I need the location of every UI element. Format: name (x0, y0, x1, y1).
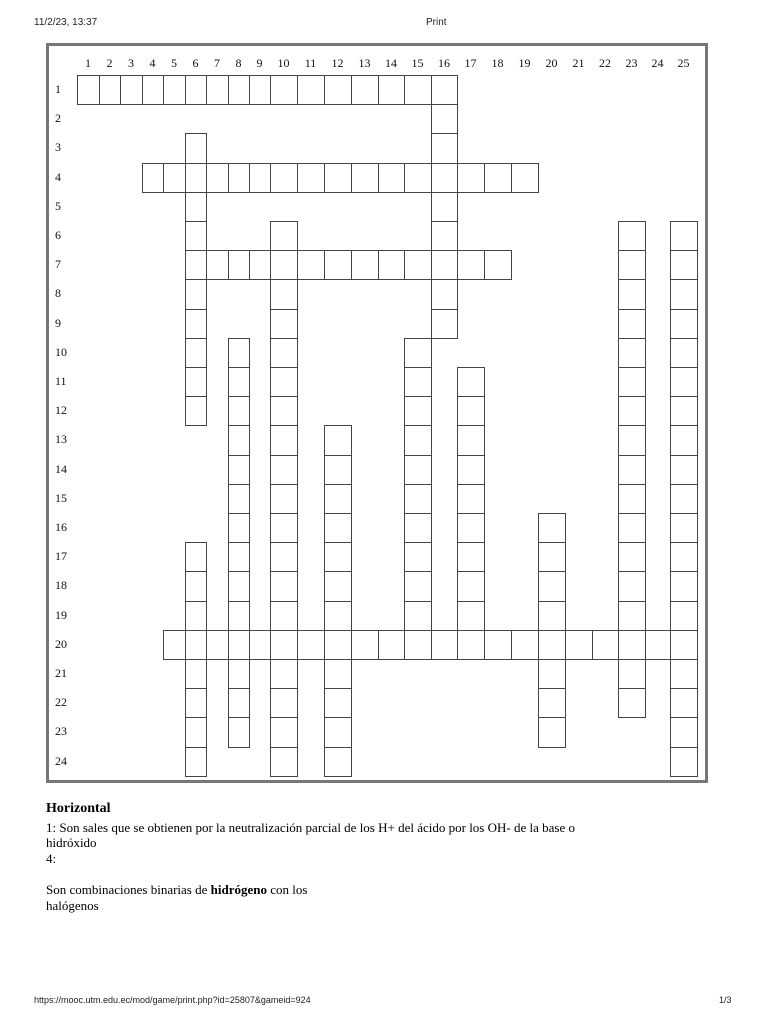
clue-4-line-1 (46, 882, 307, 897)
crossword-cell-r6-c23 (618, 221, 646, 251)
crossword-cell-r19-c12 (324, 601, 352, 631)
crossword-cell-r7-c18 (484, 250, 512, 280)
crossword-cell-r15-c23 (618, 484, 646, 514)
page-number: 1/3 (719, 995, 732, 1005)
row-number-3: 3 (55, 140, 61, 155)
crossword-cell-r8-c10 (270, 279, 298, 309)
crossword-cell-r1-c5 (163, 75, 186, 105)
crossword-cell-r20-c6 (185, 630, 207, 660)
crossword-cell-r4-c8 (228, 163, 250, 193)
crossword-cell-r1-c10 (270, 75, 298, 105)
crossword-cell-r1-c12 (324, 75, 352, 105)
crossword-cell-r21-c12 (324, 659, 352, 689)
crossword-cell-r3-c16 (431, 133, 458, 163)
row-number-5: 5 (55, 198, 61, 213)
crossword-cell-r6-c25 (670, 221, 698, 251)
crossword-cell-r22-c20 (538, 688, 566, 718)
column-number-17: 17 (464, 56, 477, 70)
crossword-cell-r4-c16 (431, 163, 458, 193)
crossword-cell-r11-c6 (185, 367, 207, 397)
row-number-11: 11 (55, 374, 67, 388)
column-number-10: 10 (277, 56, 290, 70)
row-number-24: 24 (55, 753, 67, 768)
crossword-cell-r4-c10 (270, 163, 298, 193)
crossword-cell-r12-c17 (457, 396, 485, 426)
crossword-cell-r7-c17 (457, 250, 485, 280)
crossword-cell-r2-c16 (431, 104, 458, 134)
crossword-cell-r11-c17 (457, 367, 485, 397)
crossword-cell-r4-c18 (484, 163, 512, 193)
crossword-cell-r20-c14 (378, 630, 405, 660)
column-number-5: 5 (171, 56, 177, 70)
crossword-cell-r19-c25 (670, 601, 698, 631)
crossword-cell-r20-c10 (270, 630, 298, 660)
crossword-cell-r20-c9 (249, 630, 271, 660)
crossword-cell-r18-c6 (185, 571, 207, 601)
crossword-cell-r19-c20 (538, 601, 566, 631)
crossword-cell-r9-c6 (185, 309, 207, 339)
crossword-cell-r21-c20 (538, 659, 566, 689)
crossword-cell-r14-c12 (324, 455, 352, 485)
crossword-cell-r1-c7 (206, 75, 229, 105)
crossword-cell-r1-c1 (77, 75, 100, 105)
crossword-cell-r15-c25 (670, 484, 698, 514)
row-number-9: 9 (55, 315, 61, 330)
crossword-cell-r7-c13 (351, 250, 379, 280)
crossword-cell-r11-c23 (618, 367, 646, 397)
row-number-19: 19 (55, 607, 67, 622)
crossword-cell-r1-c14 (378, 75, 405, 105)
column-number-12: 12 (331, 56, 344, 70)
crossword-cell-r14-c23 (618, 455, 646, 485)
crossword-cell-r7-c15 (404, 250, 432, 280)
column-number-14: 14 (385, 56, 397, 70)
crossword-cell-r20-c15 (404, 630, 432, 660)
column-number-24: 24 (651, 56, 664, 70)
crossword-cell-r12-c15 (404, 396, 432, 426)
crossword-cell-r16-c15 (404, 513, 432, 543)
crossword-cell-r17-c15 (404, 542, 432, 572)
crossword-cell-r12-c23 (618, 396, 646, 426)
column-number-3: 3 (128, 56, 134, 70)
crossword-cell-r7-c7 (206, 250, 229, 280)
crossword-cell-r6-c10 (270, 221, 298, 251)
crossword-cell-r20-c16 (431, 630, 458, 660)
crossword-cell-r24-c12 (324, 747, 352, 777)
crossword-cell-r9-c23 (618, 309, 646, 339)
crossword-cell-r13-c8 (228, 425, 250, 455)
crossword-cell-r15-c8 (228, 484, 250, 514)
column-number-1: 1 (85, 56, 91, 70)
crossword-cell-r1-c4 (142, 75, 164, 105)
crossword-cell-r17-c25 (670, 542, 698, 572)
crossword-cell-r20-c13 (351, 630, 379, 660)
crossword-cell-r11-c25 (670, 367, 698, 397)
crossword-cell-r12-c10 (270, 396, 298, 426)
crossword-cell-r11-c8 (228, 367, 250, 397)
crossword-cell-r10-c10 (270, 338, 298, 368)
clue-4-line-2: halógenos (46, 898, 99, 913)
crossword-cell-r19-c17 (457, 601, 485, 631)
crossword-cell-r20-c5 (163, 630, 186, 660)
crossword-cell-r20-c25 (670, 630, 698, 660)
crossword-cell-r11-c10 (270, 367, 298, 397)
crossword-cell-r8-c25 (670, 279, 698, 309)
crossword-cell-r22-c23 (618, 688, 646, 718)
crossword-cell-r22-c25 (670, 688, 698, 718)
crossword-cell-r24-c25 (670, 747, 698, 777)
column-number-8: 8 (235, 56, 242, 70)
crossword-cell-r7-c23 (618, 250, 646, 280)
column-number-6: 6 (192, 56, 199, 70)
row-number-21: 21 (55, 666, 67, 680)
crossword-cell-r23-c6 (185, 717, 207, 747)
crossword-cell-r21-c6 (185, 659, 207, 689)
crossword-cell-r20-c11 (297, 630, 325, 660)
crossword-cell-r14-c15 (404, 455, 432, 485)
crossword-cell-r14-c8 (228, 455, 250, 485)
print-url: https://mooc.utm.edu.ec/mod/game/print.php?id=25807&gameid=924 (34, 995, 311, 1005)
crossword-cell-r20-c7 (206, 630, 229, 660)
row-number-2: 2 (55, 111, 61, 126)
clue-4-text-before: Son combinaciones binarias de (46, 882, 211, 897)
crossword-cell-r20-c12 (324, 630, 352, 660)
row-number-16: 16 (55, 520, 67, 534)
crossword-cell-r13-c12 (324, 425, 352, 455)
crossword-cell-r23-c10 (270, 717, 298, 747)
crossword-cell-r15-c17 (457, 484, 485, 514)
crossword-cell-r22-c10 (270, 688, 298, 718)
crossword-cell-r15-c12 (324, 484, 352, 514)
crossword-cell-r1-c11 (297, 75, 325, 105)
crossword-cell-r17-c12 (324, 542, 352, 572)
crossword-cell-r8-c23 (618, 279, 646, 309)
column-number-23: 23 (625, 56, 638, 70)
crossword-cell-r20-c20 (538, 630, 566, 660)
crossword-cell-r4-c6 (185, 163, 207, 193)
crossword-cell-r16-c8 (228, 513, 250, 543)
column-number-15: 15 (411, 56, 424, 70)
row-number-12: 12 (55, 403, 67, 418)
crossword-cell-r18-c25 (670, 571, 698, 601)
crossword-cell-r18-c23 (618, 571, 646, 601)
row-number-22: 22 (55, 695, 67, 710)
column-number-18: 18 (491, 56, 504, 70)
crossword-cell-r18-c17 (457, 571, 485, 601)
crossword-cell-r17-c10 (270, 542, 298, 572)
column-number-13: 13 (358, 56, 371, 70)
crossword-cell-r17-c20 (538, 542, 566, 572)
crossword-cell-r7-c25 (670, 250, 698, 280)
crossword-cell-r14-c25 (670, 455, 698, 485)
column-number-2: 2 (106, 56, 113, 70)
row-number-18: 18 (55, 578, 67, 593)
crossword-cell-r18-c10 (270, 571, 298, 601)
crossword-cell-r1-c16 (431, 75, 458, 105)
crossword-cell-r21-c10 (270, 659, 298, 689)
row-number-10: 10 (55, 344, 67, 359)
crossword-cell-r16-c12 (324, 513, 352, 543)
clue-1-line-2: hidróxido (46, 835, 97, 850)
crossword-cell-r17-c17 (457, 542, 485, 572)
crossword-cell-r22-c12 (324, 688, 352, 718)
crossword-cell-r7-c16 (431, 250, 458, 280)
crossword-cell-r10-c25 (670, 338, 698, 368)
column-number-9: 9 (256, 56, 263, 70)
crossword-cell-r1-c2 (99, 75, 121, 105)
crossword-cell-r4-c13 (351, 163, 379, 193)
crossword-cell-r24-c10 (270, 747, 298, 777)
crossword-cell-r12-c8 (228, 396, 250, 426)
crossword-cell-r4-c11 (297, 163, 325, 193)
column-number-22: 22 (599, 56, 611, 70)
crossword-cell-r4-c4 (142, 163, 164, 193)
crossword-cell-r17-c8 (228, 542, 250, 572)
crossword-cell-r4-c5 (163, 163, 186, 193)
crossword-cell-r19-c8 (228, 601, 250, 631)
crossword-cell-r16-c25 (670, 513, 698, 543)
crossword-cell-r13-c15 (404, 425, 432, 455)
crossword-cell-r19-c6 (185, 601, 207, 631)
crossword-cell-r18-c15 (404, 571, 432, 601)
crossword-cell-r22-c8 (228, 688, 250, 718)
column-number-20: 20 (545, 56, 558, 70)
crossword-cell-r10-c15 (404, 338, 432, 368)
crossword-cell-r7-c11 (297, 250, 325, 280)
column-number-19: 19 (518, 56, 531, 70)
row-number-6: 6 (55, 228, 61, 242)
crossword-cell-r4-c17 (457, 163, 485, 193)
crossword-cell-r23-c25 (670, 717, 698, 747)
crossword-cell-r7-c6 (185, 250, 207, 280)
clue-1-line-1: 1: Son sales que se obtienen por la neutralización parcial de los H+ del ácido por los OH- de la base o (46, 820, 575, 835)
crossword-cell-r20-c23 (618, 630, 646, 660)
crossword-cell-r16-c17 (457, 513, 485, 543)
crossword-cell-r10-c8 (228, 338, 250, 368)
crossword-cell-r10-c23 (618, 338, 646, 368)
crossword-cell-r4-c7 (206, 163, 229, 193)
crossword-cell-r16-c23 (618, 513, 646, 543)
crossword-cell-r15-c10 (270, 484, 298, 514)
crossword-cell-r19-c23 (618, 601, 646, 631)
row-number-7: 7 (55, 257, 61, 272)
crossword-cell-r7-c8 (228, 250, 250, 280)
crossword-cell-r4-c9 (249, 163, 271, 193)
crossword-cell-r20-c24 (645, 630, 671, 660)
crossword-cell-r23-c8 (228, 717, 250, 747)
crossword-cell-r23-c20 (538, 717, 566, 747)
crossword-cell-r6-c16 (431, 221, 458, 251)
clues-section-title: Horizontal (46, 801, 111, 816)
column-number-25: 25 (677, 56, 690, 70)
column-number-7: 7 (214, 56, 220, 70)
crossword-cell-r1-c3 (120, 75, 143, 105)
clue-4-number: 4: (46, 851, 57, 866)
crossword-cell-r11-c15 (404, 367, 432, 397)
clue-4-bold-term: hidrógeno (210, 882, 267, 897)
crossword-cell-r1-c15 (404, 75, 432, 105)
column-number-16: 16 (438, 56, 450, 70)
crossword-cell-r3-c6 (185, 133, 207, 163)
crossword-cell-r13-c10 (270, 425, 298, 455)
crossword-cell-r15-c15 (404, 484, 432, 514)
crossword-cell-r20-c22 (592, 630, 619, 660)
print-datetime: 11/2/23, 13:37 (34, 17, 98, 28)
crossword-cell-r13-c17 (457, 425, 485, 455)
crossword-cell-r17-c6 (185, 542, 207, 572)
print-title: Print (426, 17, 447, 28)
crossword-cell-r4-c15 (404, 163, 432, 193)
crossword-cell-r1-c13 (351, 75, 379, 105)
crossword-cell-r8-c6 (185, 279, 207, 309)
crossword-cell-r5-c6 (185, 192, 207, 222)
crossword-cell-r5-c16 (431, 192, 458, 222)
crossword-cell-r19-c15 (404, 601, 432, 631)
column-number-21: 21 (572, 56, 585, 70)
column-number-4: 4 (149, 56, 156, 70)
row-number-23: 23 (55, 724, 67, 739)
crossword-cell-r16-c10 (270, 513, 298, 543)
crossword-cell-r14-c10 (270, 455, 298, 485)
crossword-cell-r13-c25 (670, 425, 698, 455)
crossword-cell-r7-c10 (270, 250, 298, 280)
crossword-cell-r21-c8 (228, 659, 250, 689)
crossword-cell-r18-c8 (228, 571, 250, 601)
clue-4-text-after: con los (266, 882, 308, 897)
crossword-cell-r14-c17 (457, 455, 485, 485)
row-number-17: 17 (55, 549, 67, 564)
crossword-cell-r22-c6 (185, 688, 207, 718)
crossword-cell-r4-c19 (511, 163, 539, 193)
column-number-11: 11 (304, 56, 317, 70)
crossword-cell-r16-c20 (538, 513, 566, 543)
crossword-cell-r9-c10 (270, 309, 298, 339)
crossword-cell-r17-c23 (618, 542, 646, 572)
crossword-cell-r6-c6 (185, 221, 207, 251)
crossword-cell-r10-c6 (185, 338, 207, 368)
crossword-cell-r18-c12 (324, 571, 352, 601)
crossword-cell-r20-c21 (565, 630, 593, 660)
crossword-frame (46, 43, 708, 783)
crossword-cell-r1-c9 (249, 75, 271, 105)
row-number-14: 14 (55, 461, 67, 476)
crossword-cell-r12-c25 (670, 396, 698, 426)
crossword-cell-r24-c6 (185, 747, 207, 777)
crossword-cell-r7-c12 (324, 250, 352, 280)
row-number-13: 13 (55, 432, 67, 447)
crossword-cell-r7-c14 (378, 250, 405, 280)
crossword-cell-r20-c8 (228, 630, 250, 660)
crossword-cell-r7-c9 (249, 250, 271, 280)
crossword-cell-r20-c19 (511, 630, 539, 660)
crossword-cell-r20-c18 (484, 630, 512, 660)
crossword-cell-r18-c20 (538, 571, 566, 601)
crossword-cell-r23-c12 (324, 717, 352, 747)
crossword-cell-r8-c16 (431, 279, 458, 309)
crossword-cell-r21-c23 (618, 659, 646, 689)
crossword-cell-r9-c16 (431, 309, 458, 339)
crossword-cell-r12-c6 (185, 396, 207, 426)
crossword-cell-r1-c8 (228, 75, 250, 105)
row-number-15: 15 (55, 490, 67, 505)
row-number-20: 20 (55, 636, 67, 651)
crossword-cell-r1-c6 (185, 75, 207, 105)
row-number-8: 8 (55, 286, 61, 301)
crossword-cell-r4-c14 (378, 163, 405, 193)
row-number-1: 1 (55, 82, 61, 96)
row-number-4: 4 (55, 169, 61, 184)
crossword-cell-r19-c10 (270, 601, 298, 631)
crossword-cell-r20-c17 (457, 630, 485, 660)
crossword-cell-r21-c25 (670, 659, 698, 689)
crossword-cell-r13-c23 (618, 425, 646, 455)
crossword-cell-r9-c25 (670, 309, 698, 339)
crossword-cell-r4-c12 (324, 163, 352, 193)
